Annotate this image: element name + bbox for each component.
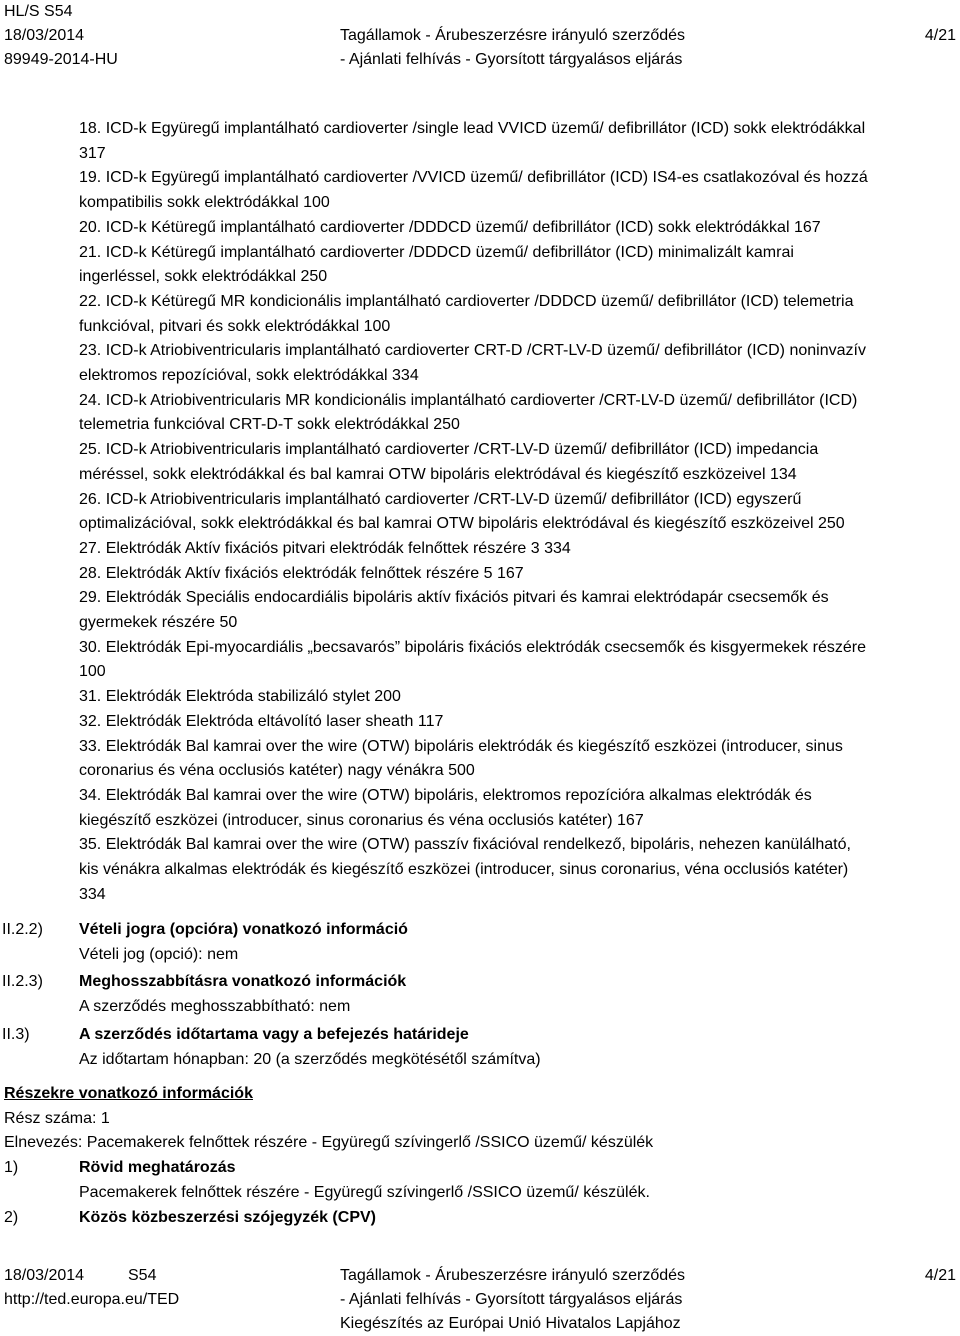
list-item-line: 31. Elektródák Elektróda stabilizáló stylet 200 [79, 688, 401, 706]
list-item-line: 22. ICD-k Kétüregű MR kondicionális implantálható cardioverter /DDDCD üzemű/ defibrillátor (ICD) telemetria [79, 292, 854, 310]
header-page-number: 4/21 [924, 27, 956, 44]
lot-row-number: 1) [4, 1159, 19, 1177]
list-item [79, 685, 955, 710]
list-item [79, 710, 955, 735]
section-text: Az időtartam hónapban: 20 (a szerződés megkötésétől számítva) [79, 1050, 541, 1068]
list-item-line: 35. Elektródák Bal kamrai over the wire (OTW) passzív fixációval rendelkező, bipoláris, nehezen kanülálható, [79, 836, 851, 854]
lot-row [4, 1206, 954, 1231]
list-item [79, 735, 955, 784]
list-item [79, 389, 955, 438]
list-item [79, 586, 955, 635]
section-text: Vételi jog (opció): nem [79, 945, 239, 963]
lot-items-list [79, 117, 955, 908]
list-item-line: 27. Elektródák Aktív fixációs pitvari elektródák felnőttek részére 3 334 [79, 539, 571, 557]
list-item-line: 28. Elektródák Aktív fixációs elektródák felnőttek részére 5 167 [79, 564, 524, 582]
list-item-line: 317 [79, 144, 106, 162]
list-item-line: 25. ICD-k Atriobiventricularis implantálható cardioverter /CRT-LV-D üzemű/ defibrillátor (ICD) impedancia [79, 441, 819, 459]
section-block [0, 1023, 960, 1072]
list-item [79, 636, 955, 685]
header-journal: HL/S S54 [4, 3, 73, 20]
list-item-line: optimalizációval, sokk elektródákkal és bal kamrai OTW bipoláris elektródával és kiegészítő eszközeivel 250 [79, 515, 845, 533]
footer-date: 18/03/2014 [4, 1267, 85, 1284]
page-header [0, 0, 960, 70]
list-item-line: telemetria funkcióval CRT-D-T sokk elektródákkal 250 [79, 416, 460, 434]
lot-rows [4, 1156, 954, 1230]
header-procedure: - Ajánlati felhívás - Gyorsított tárgyalásos eljárás [340, 51, 683, 68]
list-item-line: 18. ICD-k Együregű implantálható cardioverter /single lead VVICD üzemű/ defibrillátor (ICD) sokk elektródákkal [79, 120, 866, 137]
footer-type: Tagállamok - Árubeszerzésre irányuló szerződés [340, 1267, 686, 1284]
list-item [79, 290, 955, 339]
list-item-line: 30. Elektródák Epi-myocardiális „becsavarós” bipoláris fixációs elektródák csecsemők és kisgyermekek részére [79, 638, 866, 656]
list-item-line: coronarius és véna occlusiós katéter) nagy vénákra 500 [79, 762, 475, 780]
header-left [4, 0, 118, 72]
list-item [79, 833, 955, 907]
section-number: II.3) [2, 1025, 30, 1043]
footer-center [340, 1264, 685, 1336]
list-item-line: 19. ICD-k Együregű implantálható cardioverter /VVICD üzemű/ defibrillátor (ICD) IS4-es csatlakozóval és hozzá [79, 169, 868, 187]
list-item-line: kis vénákra alkalmas elektródák és kiegészítő eszközei (introducer, sinus coronarius, véna occlusiós katéter) [79, 861, 849, 879]
list-item [79, 216, 955, 241]
list-item [79, 488, 955, 537]
lots-heading: Részekre vonatkozó információk [4, 1085, 253, 1102]
footer-page-number: 4/21 [924, 1267, 956, 1284]
list-item-line: kiegészítő eszközei (introducer, sinus coronarius és véna occlusiós katéter) 167 [79, 811, 644, 829]
section-text: A szerződés meghosszabbítható: nem [79, 998, 351, 1016]
footer-url[interactable]: http://ted.europa.eu/TED [4, 1291, 180, 1308]
list-item-line: 34. Elektródák Bal kamrai over the wire (OTW) bipoláris, elektromos repozícióra alkalmas elektródák és [79, 786, 812, 804]
section-number: II.2.3) [2, 973, 43, 991]
lot-row-title: Rövid meghatározás [79, 1159, 236, 1177]
lot-number: Rész száma: 1 [4, 1109, 110, 1127]
section-block [0, 918, 960, 967]
section-title: A szerződés időtartama vagy a befejezés határideje [79, 1025, 469, 1043]
list-item-line: 100 [79, 663, 106, 681]
section-title: Meghosszabbításra vonatkozó információk [79, 973, 407, 991]
list-item-line: 24. ICD-k Atriobiventricularis MR kondicionális implantálható cardioverter /CRT-LV-D üzemű/ defibrillátor (ICD) [79, 391, 858, 409]
lot-row-text: Pacemakerek felnőttek részére - Együregű szívingerlő /SSICO üzemű/ készülék. [79, 1183, 650, 1201]
header-center [340, 0, 685, 72]
header-type: Tagállamok - Árubeszerzésre irányuló szerződés [340, 27, 686, 44]
lot-row-title: Közös közbeszerzési szójegyzék (CPV) [79, 1208, 376, 1226]
list-item [79, 339, 955, 388]
footer-journal-number: S54 [128, 1267, 157, 1284]
contract-sections [0, 918, 960, 1075]
section-block [0, 970, 960, 1019]
list-item [79, 438, 955, 487]
lot-row-number: 2) [4, 1208, 19, 1226]
section-title: Vételi jogra (opcióra) vonatkozó információ [79, 921, 408, 938]
header-date: 18/03/2014 [4, 27, 85, 44]
lot-name: Elnevezés: Pacemakerek felnőttek részére - Együregű szívingerlő /SSICO üzemű/ készülék [4, 1134, 654, 1152]
list-item [79, 537, 955, 562]
list-item-line: funkcióval, pitvari és sokk elektródákkal 100 [79, 317, 391, 335]
footer-supplement: Kiegészítés az Európai Unió Hivatalos Lapjához [340, 1315, 681, 1332]
list-item-line: 33. Elektródák Bal kamrai over the wire (OTW) bipoláris elektródák és kiegészítő eszközei (introducer, sinus [79, 737, 843, 755]
list-item-line: 20. ICD-k Kétüregű implantálható cardioverter /DDDCD üzemű/ defibrillátor (ICD) sokk elektródákkal 167 [79, 218, 821, 236]
list-item-line: gyermekek részére 50 [79, 614, 238, 632]
lots-section [4, 1082, 954, 1230]
list-item-line: méréssel, sokk elektródákkal és bal kamrai OTW bipoláris elektródával és kiegészítő eszközeivel 134 [79, 465, 797, 483]
footer-procedure: - Ajánlati felhívás - Gyorsított tárgyalásos eljárás [340, 1291, 683, 1308]
list-item-line: 26. ICD-k Atriobiventricularis implantálható cardioverter /CRT-LV-D üzemű/ defibrillátor (ICD) egyszerű [79, 490, 802, 508]
list-item [79, 784, 955, 833]
list-item [79, 166, 955, 215]
list-item-line: 334 [79, 885, 106, 903]
list-item [79, 241, 955, 290]
list-item-line: elektromos repozícióval, sokk elektródákkal 334 [79, 367, 419, 385]
list-item-line: 23. ICD-k Atriobiventricularis implantálható cardioverter CRT-D /CRT-LV-D üzemű/ defibrillátor (ICD) noninvazív [79, 342, 866, 360]
lot-row [4, 1156, 954, 1205]
list-item [79, 117, 955, 166]
list-item [79, 562, 955, 587]
header-notice-id: 89949-2014-HU [4, 51, 118, 68]
section-number: II.2.2) [2, 921, 43, 938]
list-item-line: 32. Elektródák Elektróda eltávolító laser sheath 117 [79, 712, 444, 730]
list-item-line: 29. Elektródák Speciális endocardiális bipoláris aktív fixációs pitvari és kamrai elektródapár csecsemők és [79, 589, 829, 607]
list-item-line: 21. ICD-k Kétüregű implantálható cardioverter /DDDCD üzemű/ defibrillátor (ICD) minimalizált kamrai [79, 243, 794, 261]
list-item-line: ingerléssel, sokk elektródákkal 250 [79, 268, 328, 286]
list-item-line: kompatibilis sokk elektródákkal 100 [79, 194, 330, 212]
